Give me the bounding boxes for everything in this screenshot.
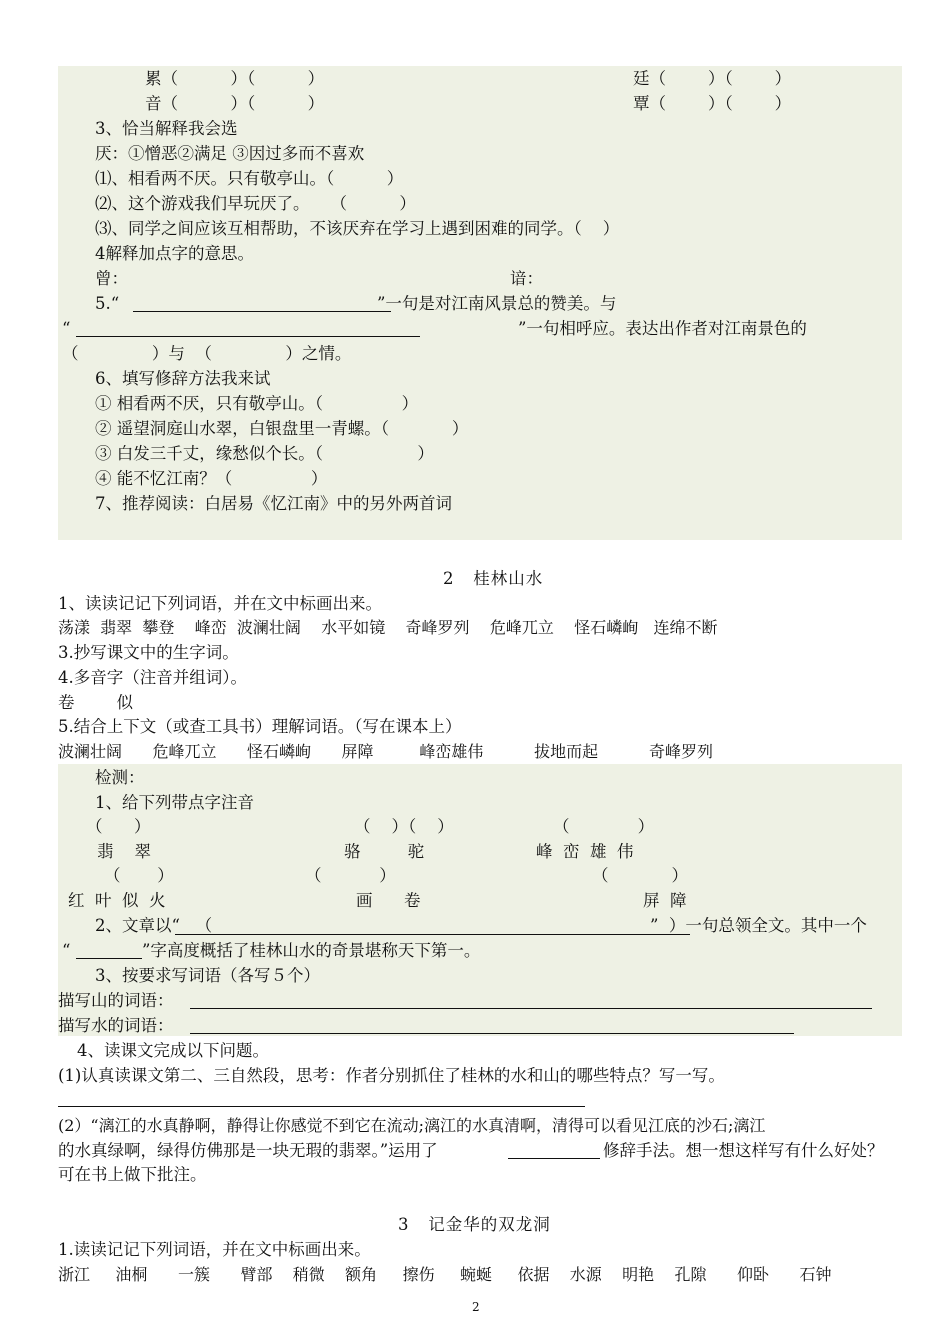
line-ting: 廷（ ）（ ） <box>633 69 792 88</box>
line-tan: 覃（ ）（ ） <box>633 94 792 113</box>
q4-an: 谙： <box>510 269 543 288</box>
s2-test-2-start: 2、文章以“ （ <box>95 916 213 935</box>
q5-quote-open: “ <box>62 319 71 338</box>
q6-heading: 6、填写修辞方法我来试 <box>95 369 271 388</box>
q5-end: ”一句相呼应。表达出作者对江南景色的 <box>518 319 807 338</box>
q5-feelings: （ ）与 （ ）之情。 <box>62 344 352 363</box>
s2-test-2-end: ” ）一句总领全文。其中一个 <box>650 916 867 935</box>
q6-item-1: ① 相看两不厌，只有敬亭山。（ ） <box>95 394 419 413</box>
s2-test-3: 3、按要求写词语（各写５个） <box>95 966 320 985</box>
q6-item-4: ④ 能不忆江南？（ ） <box>95 469 328 488</box>
pinyin-box-6[interactable]: （ ） <box>592 866 688 885</box>
q3-item-3: ⑶、同学之间应该互相帮助，不该厌弃在学习上遇到困难的同学。（ ） <box>95 219 620 238</box>
q3-item-1: ⑴、相看两不厌。只有敬亭山。（ ） <box>95 169 404 188</box>
s2-test-2b-end: ”字高度概括了桂林山水的奇景堪称天下第一。 <box>142 941 481 960</box>
s2-char-blank[interactable] <box>76 958 142 959</box>
s3-q1: 1.读读记记下列词语，并在文中标画出来。 <box>58 1240 371 1259</box>
q5-start: 5.“ <box>95 294 120 313</box>
q3-item-2: ⑵、这个游戏我们早玩厌了。 （ ） <box>95 194 416 213</box>
pinyin-box-1[interactable]: （ ） <box>86 817 151 836</box>
s2-q4-1: (1)认真读课文第二、三自然段，思考：作者分别抓住了桂林的水和山的哪些特点？写一写。 <box>58 1066 725 1085</box>
s2-test-2-underline <box>175 934 690 935</box>
s2-q4: 4.多音字（注音并组词）。 <box>58 668 247 687</box>
q3-options: 厌：①憎恶②满足 ③因过多而不喜欢 <box>95 144 365 163</box>
s2-q4-heading: 4、读课文完成以下问题。 <box>77 1041 269 1060</box>
q7-reading: 7、推荐阅读：白居易《忆江南》中的另外两首词 <box>95 494 452 513</box>
section-title-guilin: 2 桂林山水 <box>443 569 544 588</box>
s2-q4-2-line3: 可在书上做下批注。 <box>58 1165 207 1184</box>
s2-q1: 1、读读记记下列词语，并在文中标画出来。 <box>58 594 382 613</box>
s2-q3: 3.抄写课文中的生字词。 <box>58 643 239 662</box>
page-number: 2 <box>472 1300 480 1314</box>
word-pingzhang: 屏 障 <box>643 891 687 910</box>
pinyin-box-4[interactable]: （ ） <box>104 866 174 885</box>
s2-vocab: 荡漾 翡翠 攀登 峰峦 波澜壮阔 水平如镜 奇峰罗列 危峰兀立 怪石嶙峋 连绵不断 <box>58 618 718 637</box>
s2-q5: 5.结合上下文（或查工具书）理解词语。（写在课本上） <box>58 717 462 736</box>
word-huajuan: 画 卷 <box>356 891 421 910</box>
q5-blank-1[interactable] <box>133 311 391 312</box>
pinyin-box-2[interactable]: （ ）（ ） <box>354 817 454 836</box>
word-feicui: 翡 翠 <box>97 842 151 861</box>
word-luotuo: 骆 驼 <box>344 842 425 861</box>
s2-test-2b-quote: “ <box>62 941 71 960</box>
line-yin: 音（ ）（ ） <box>145 94 325 113</box>
word-fengluan: 峰 峦 雄 伟 <box>536 842 634 861</box>
line-lei: 累（ ）（ ） <box>145 69 325 88</box>
q3-heading: 3、恰当解释我会选 <box>95 119 238 138</box>
rhetoric-blank[interactable] <box>508 1158 600 1159</box>
q4-ceng: 曾： <box>95 269 128 288</box>
s2-test-1: 1、给下列带点字注音 <box>95 793 254 812</box>
section-title-shuanglong: 3 记金华的双龙洞 <box>398 1215 551 1234</box>
s2-q4-2-line2: 的水真绿啊，绿得仿佛那是一块无瑕的翡翠。”运用了 <box>58 1141 438 1160</box>
q5-mid: ”一句是对江南风景总的赞美。与 <box>377 294 617 313</box>
q6-item-2: ② 遥望洞庭山水翠，白银盘里一青螺。（ ） <box>95 419 469 438</box>
q5-blank-2[interactable] <box>76 336 420 337</box>
water-words-line[interactable] <box>190 1033 794 1034</box>
s2-q5-words: 波澜壮阔 危峰兀立 怪石嶙峋 屏障 峰峦雄伟 拔地而起 奇峰罗列 <box>58 742 714 761</box>
q4-heading: 4解释加点字的意思。 <box>95 244 254 263</box>
pinyin-box-5[interactable]: （ ） <box>305 866 396 885</box>
word-hongye: 红 叶 似 火 <box>68 891 166 910</box>
s2-q4-2-line1: (2）“漓江的水真静啊，静得让你感觉不到它在流动;漓江的水真清啊，清得可以看见江底的沙石;漓江 <box>58 1116 766 1135</box>
s2-polyphones: 卷 似 <box>58 693 133 712</box>
s2-q4-2-line2-end: 修辞手法。想一想这样写有什么好处？ <box>603 1141 884 1160</box>
s3-vocab: 浙江 油桐 一簇 臂部 稍微 额角 擦伤 蜿蜒 依据 水源 明艳 孔隙 仰卧 石钟 <box>58 1265 832 1284</box>
s2-q4-1-answer-line[interactable] <box>58 1106 585 1107</box>
s2-test-heading: 检测： <box>95 768 145 787</box>
mountain-words-line[interactable] <box>190 1008 872 1009</box>
mountain-words-label: 描写山的词语： <box>58 991 174 1010</box>
pinyin-box-3[interactable]: （ ） <box>553 817 655 836</box>
water-words-label: 描写水的词语： <box>58 1016 174 1035</box>
q6-item-3: ③ 白发三千丈，缘愁似个长。（ ） <box>95 444 434 463</box>
